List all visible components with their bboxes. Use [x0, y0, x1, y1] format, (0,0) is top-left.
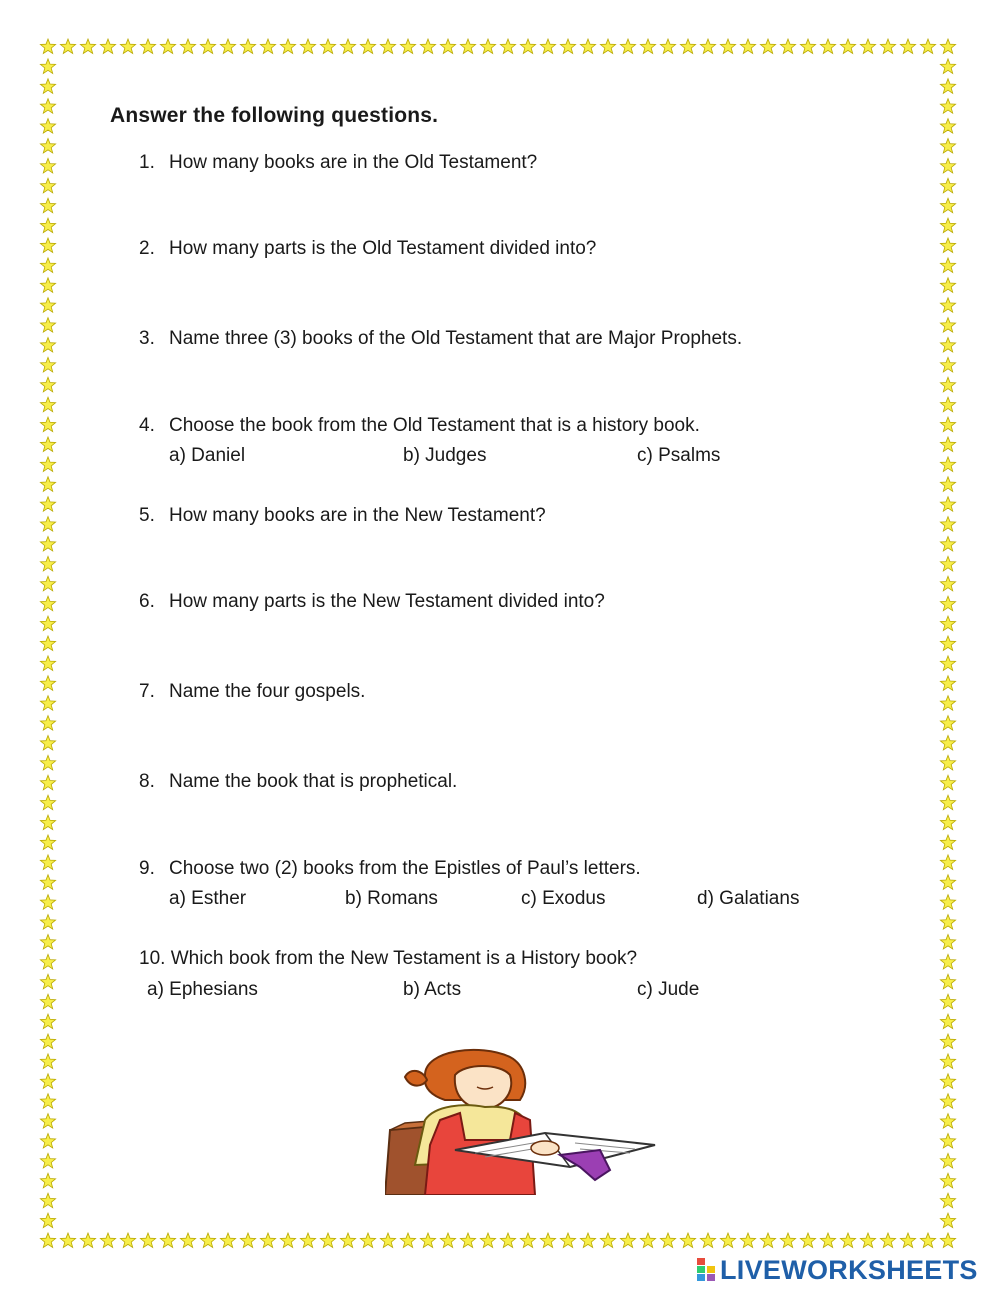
question-text: Name three (3) books of the Old Testament that are Major Prophets.	[169, 328, 743, 349]
question-number: 4.	[139, 415, 155, 436]
question-text: Name the book that is prophetical.	[169, 771, 458, 792]
question-5	[139, 505, 546, 527]
border-star-icon	[940, 417, 955, 432]
border-star-icon	[140, 1233, 155, 1248]
question-9	[139, 858, 641, 880]
border-star-icon	[940, 1074, 955, 1089]
border-star-icon	[40, 477, 55, 492]
question-8	[139, 771, 457, 793]
border-star-icon	[580, 39, 595, 54]
question-number: 3.	[139, 328, 155, 349]
border-star-icon	[380, 1233, 395, 1248]
question-number: 2.	[139, 238, 155, 259]
border-star-icon	[940, 39, 955, 54]
border-star-icon	[940, 318, 955, 333]
border-star-icon	[80, 1233, 95, 1248]
border-star-icon	[40, 696, 55, 711]
border-star-icon	[940, 437, 955, 452]
border-star-icon	[900, 1233, 915, 1248]
border-star-icon	[940, 537, 955, 552]
question-text: Name the four gospels.	[169, 681, 366, 702]
border-star-icon	[740, 39, 755, 54]
border-star-icon	[120, 39, 135, 54]
border-star-icon	[420, 1233, 435, 1248]
question-1	[139, 152, 537, 174]
border-star-icon	[40, 517, 55, 532]
border-star-icon	[40, 1233, 55, 1248]
border-star-icon	[360, 39, 375, 54]
border-star-icon	[540, 1233, 555, 1248]
question-number: 8.	[139, 771, 155, 792]
border-star-icon	[460, 39, 475, 54]
border-star-icon	[40, 278, 55, 293]
border-star-icon	[940, 477, 955, 492]
border-star-icon	[40, 457, 55, 472]
border-star-icon	[940, 1153, 955, 1168]
border-star-icon	[40, 616, 55, 631]
border-star-icon	[500, 1233, 515, 1248]
border-star-icon	[940, 238, 955, 253]
border-star-icon	[40, 915, 55, 930]
border-star-icon	[660, 39, 675, 54]
question-9-option-b[interactable]: b) Romans	[345, 888, 438, 909]
border-star-icon	[940, 1173, 955, 1188]
question-10	[139, 948, 637, 970]
border-star-icon	[40, 1134, 55, 1149]
border-star-icon	[40, 99, 55, 114]
border-star-icon	[40, 1054, 55, 1069]
border-star-icon	[40, 1114, 55, 1129]
border-star-icon	[740, 1233, 755, 1248]
border-star-icon	[40, 815, 55, 830]
border-star-icon	[940, 258, 955, 273]
border-star-icon	[940, 974, 955, 989]
border-star-icon	[280, 1233, 295, 1248]
border-star-icon	[40, 158, 55, 173]
border-star-icon	[920, 1233, 935, 1248]
border-star-icon	[40, 974, 55, 989]
border-star-icon	[940, 357, 955, 372]
border-star-icon	[340, 39, 355, 54]
border-star-icon	[660, 1233, 675, 1248]
border-star-icon	[940, 119, 955, 134]
border-star-icon	[40, 795, 55, 810]
border-star-icon	[940, 775, 955, 790]
border-star-icon	[40, 636, 55, 651]
border-star-icon	[160, 1233, 175, 1248]
border-star-icon	[40, 855, 55, 870]
border-star-icon	[880, 39, 895, 54]
border-star-icon	[40, 59, 55, 74]
border-star-icon	[720, 1233, 735, 1248]
border-star-icon	[940, 99, 955, 114]
question-number: 7.	[139, 681, 155, 702]
border-star-icon	[360, 1233, 375, 1248]
border-star-icon	[240, 39, 255, 54]
border-star-icon	[220, 1233, 235, 1248]
border-star-icon	[940, 497, 955, 512]
border-star-icon	[560, 39, 575, 54]
border-star-icon	[400, 1233, 415, 1248]
border-star-icon	[40, 596, 55, 611]
border-star-icon	[140, 39, 155, 54]
border-star-icon	[720, 39, 735, 54]
border-star-icon	[40, 497, 55, 512]
question-10-option-c[interactable]: c) Jude	[637, 979, 700, 1000]
border-star-icon	[860, 39, 875, 54]
border-star-icon	[200, 1233, 215, 1248]
border-star-icon	[940, 736, 955, 751]
border-star-icon	[320, 39, 335, 54]
border-star-icon	[940, 676, 955, 691]
border-star-icon	[40, 1213, 55, 1228]
girl-reading-illustration	[385, 1045, 665, 1195]
border-star-icon	[940, 298, 955, 313]
border-star-icon	[940, 1054, 955, 1069]
question-3	[139, 328, 742, 350]
border-star-icon	[400, 39, 415, 54]
border-star-icon	[940, 278, 955, 293]
border-star-icon	[800, 1233, 815, 1248]
border-star-icon	[640, 1233, 655, 1248]
question-9-option-a[interactable]: a) Esther	[169, 888, 247, 909]
border-star-icon	[840, 39, 855, 54]
border-star-icon	[380, 39, 395, 54]
border-star-icon	[940, 716, 955, 731]
border-star-icon	[420, 39, 435, 54]
border-star-icon	[40, 656, 55, 671]
border-star-icon	[640, 39, 655, 54]
border-star-icon	[940, 198, 955, 213]
border-star-icon	[940, 158, 955, 173]
border-star-icon	[940, 338, 955, 353]
border-star-icon	[780, 39, 795, 54]
question-number: 10.	[139, 948, 166, 969]
question-7	[139, 681, 365, 703]
question-4-option-c[interactable]: c) Psalms	[637, 445, 721, 466]
border-star-icon	[40, 377, 55, 392]
border-star-icon	[40, 397, 55, 412]
border-star-icon	[940, 875, 955, 890]
border-star-icon	[520, 39, 535, 54]
question-text: Choose the book from the Old Testament that is a history book.	[169, 415, 700, 436]
liveworksheets-logo-icon	[696, 1257, 718, 1283]
border-star-icon	[940, 915, 955, 930]
border-star-icon	[900, 39, 915, 54]
question-9-option-d[interactable]: d) Galatians	[697, 888, 800, 909]
border-star-icon	[240, 1233, 255, 1248]
border-star-icon	[940, 755, 955, 770]
border-star-icon	[440, 1233, 455, 1248]
border-star-icon	[80, 39, 95, 54]
border-star-icon	[460, 1233, 475, 1248]
border-star-icon	[820, 39, 835, 54]
border-star-icon	[40, 178, 55, 193]
question-number: 1.	[139, 152, 155, 173]
border-star-icon	[500, 39, 515, 54]
border-star-icon	[940, 79, 955, 94]
border-star-icon	[940, 517, 955, 532]
border-star-icon	[440, 39, 455, 54]
border-star-icon	[940, 1193, 955, 1208]
border-star-icon	[320, 1233, 335, 1248]
border-star-icon	[40, 1153, 55, 1168]
border-star-icon	[340, 1233, 355, 1248]
border-star-icon	[180, 39, 195, 54]
border-star-icon	[120, 1233, 135, 1248]
question-text: How many parts is the Old Testament divided into?	[169, 238, 597, 259]
border-star-icon	[40, 556, 55, 571]
border-star-icon	[40, 318, 55, 333]
border-star-icon	[40, 238, 55, 253]
border-star-icon	[40, 537, 55, 552]
border-star-icon	[40, 357, 55, 372]
worksheet-title: Answer the following questions.	[110, 104, 439, 127]
question-text: Which book from the New Testament is a History book?	[170, 948, 638, 969]
question-4-option-a[interactable]: a) Daniel	[169, 445, 246, 466]
border-star-icon	[480, 39, 495, 54]
border-star-icon	[40, 298, 55, 313]
border-star-icon	[940, 616, 955, 631]
border-star-icon	[200, 39, 215, 54]
border-star-icon	[940, 1233, 955, 1248]
border-star-icon	[940, 596, 955, 611]
border-star-icon	[940, 895, 955, 910]
border-star-icon	[940, 696, 955, 711]
border-star-icon	[40, 1094, 55, 1109]
border-star-icon	[40, 437, 55, 452]
border-star-icon	[940, 795, 955, 810]
border-star-icon	[840, 1233, 855, 1248]
border-star-icon	[260, 39, 275, 54]
question-10-option-a[interactable]: a) Ephesians	[147, 979, 258, 1000]
border-star-icon	[40, 716, 55, 731]
border-star-icon	[60, 39, 75, 54]
border-star-icon	[940, 656, 955, 671]
question-2	[139, 238, 596, 260]
border-star-icon	[40, 79, 55, 94]
border-star-icon	[40, 954, 55, 969]
border-star-icon	[40, 895, 55, 910]
border-star-icon	[940, 139, 955, 154]
border-star-icon	[620, 1233, 635, 1248]
border-star-icon	[940, 457, 955, 472]
border-star-icon	[860, 1233, 875, 1248]
border-star-icon	[940, 855, 955, 870]
border-star-icon	[940, 576, 955, 591]
border-star-icon	[520, 1233, 535, 1248]
border-star-icon	[760, 1233, 775, 1248]
question-10-option-b[interactable]: b) Acts	[403, 979, 462, 1000]
border-star-icon	[40, 119, 55, 134]
border-star-icon	[620, 39, 635, 54]
border-star-icon	[940, 218, 955, 233]
border-star-icon	[600, 39, 615, 54]
border-star-icon	[800, 39, 815, 54]
border-star-icon	[580, 1233, 595, 1248]
border-star-icon	[940, 178, 955, 193]
border-star-icon	[40, 139, 55, 154]
border-star-icon	[940, 556, 955, 571]
border-star-icon	[700, 39, 715, 54]
question-number: 9.	[139, 858, 155, 879]
border-star-icon	[680, 1233, 695, 1248]
border-star-icon	[940, 1134, 955, 1149]
border-star-icon	[940, 1213, 955, 1228]
border-star-icon	[480, 1233, 495, 1248]
border-star-icon	[940, 1014, 955, 1029]
border-star-icon	[940, 1094, 955, 1109]
liveworksheets-logo[interactable]	[696, 1255, 978, 1285]
question-number: 6.	[139, 591, 155, 612]
border-star-icon	[220, 39, 235, 54]
border-star-icon	[940, 935, 955, 950]
question-text: How many parts is the New Testament divided into?	[169, 591, 605, 612]
border-star-icon	[160, 39, 175, 54]
border-star-icon	[40, 258, 55, 273]
border-star-icon	[940, 59, 955, 74]
border-star-icon	[560, 1233, 575, 1248]
border-star-icon	[940, 994, 955, 1009]
border-star-icon	[760, 39, 775, 54]
border-star-icon	[40, 1014, 55, 1029]
border-star-icon	[40, 417, 55, 432]
question-number: 5.	[139, 505, 155, 526]
border-star-icon	[940, 954, 955, 969]
border-star-icon	[40, 775, 55, 790]
border-star-icon	[40, 198, 55, 213]
border-star-icon	[40, 994, 55, 1009]
border-star-icon	[40, 1074, 55, 1089]
border-star-icon	[40, 1034, 55, 1049]
border-star-icon	[700, 1233, 715, 1248]
border-star-icon	[180, 1233, 195, 1248]
border-star-icon	[40, 875, 55, 890]
border-star-icon	[40, 755, 55, 770]
border-star-icon	[940, 1114, 955, 1129]
question-9-option-c[interactable]: c) Exodus	[521, 888, 606, 909]
border-star-icon	[40, 835, 55, 850]
border-star-icon	[680, 39, 695, 54]
border-star-icon	[820, 1233, 835, 1248]
question-4-option-b[interactable]: b) Judges	[403, 445, 487, 466]
border-star-icon	[40, 736, 55, 751]
border-star-icon	[940, 377, 955, 392]
border-star-icon	[40, 218, 55, 233]
question-text: How many books are in the Old Testament?	[169, 152, 538, 173]
border-star-icon	[40, 338, 55, 353]
border-star-icon	[40, 676, 55, 691]
border-star-icon	[600, 1233, 615, 1248]
border-star-icon	[100, 39, 115, 54]
question-6	[139, 591, 605, 613]
border-star-icon	[880, 1233, 895, 1248]
border-star-icon	[40, 576, 55, 591]
border-star-icon	[920, 39, 935, 54]
border-star-icon	[40, 1193, 55, 1208]
border-star-icon	[540, 39, 555, 54]
border-star-icon	[40, 1173, 55, 1188]
border-star-icon	[940, 636, 955, 651]
liveworksheets-logo-text: LIVEWORKSHEETS	[720, 1254, 978, 1285]
border-star-icon	[300, 39, 315, 54]
border-star-icon	[60, 1233, 75, 1248]
question-text: How many books are in the New Testament?	[169, 505, 546, 526]
border-star-icon	[940, 815, 955, 830]
border-star-icon	[280, 39, 295, 54]
border-star-icon	[940, 1034, 955, 1049]
border-star-icon	[100, 1233, 115, 1248]
border-star-icon	[40, 39, 55, 54]
border-star-icon	[300, 1233, 315, 1248]
border-star-icon	[40, 935, 55, 950]
border-star-icon	[780, 1233, 795, 1248]
question-text: Choose two (2) books from the Epistles of Paul’s letters.	[169, 858, 641, 879]
question-4	[139, 415, 700, 437]
border-star-icon	[260, 1233, 275, 1248]
border-star-icon	[940, 397, 955, 412]
border-star-icon	[940, 835, 955, 850]
